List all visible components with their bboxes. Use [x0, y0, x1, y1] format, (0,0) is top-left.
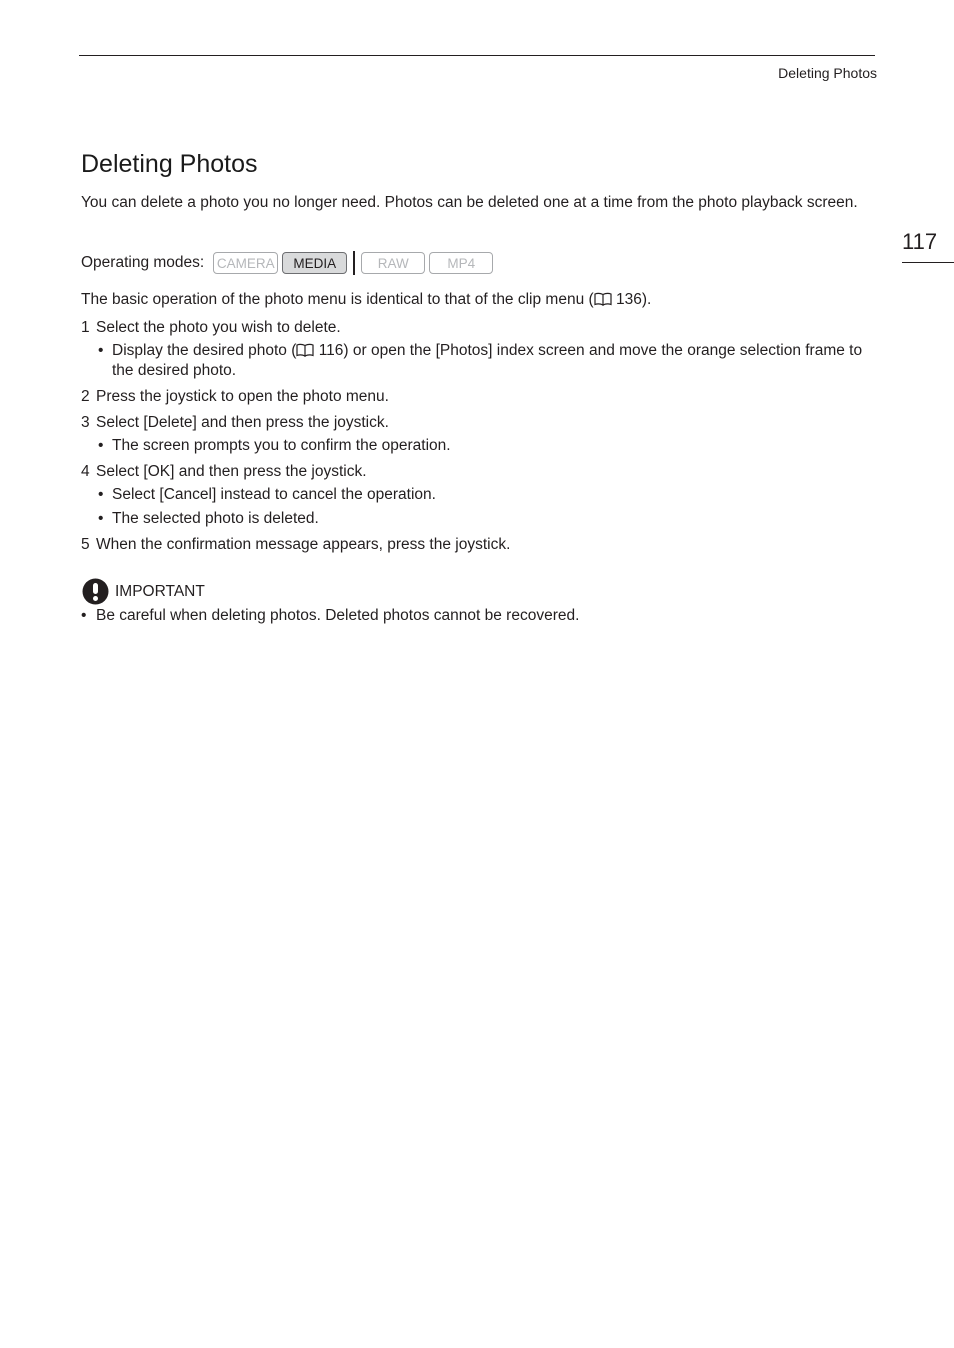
procedure-steps [81, 317, 881, 560]
basic-operation-ref: 136). [611, 291, 652, 308]
header-rule [79, 55, 875, 56]
step-number: 3 [81, 414, 90, 431]
mode-separator [353, 251, 355, 275]
step-bullets [96, 436, 881, 456]
step-text: Select the photo you wish to delete. [96, 319, 341, 336]
step-text: Press the joystick to open the photo menu. [96, 388, 389, 405]
step-bullets [96, 341, 881, 381]
step-number: 4 [81, 463, 90, 480]
operating-modes [81, 251, 497, 275]
page-title: Deleting Photos [81, 150, 258, 178]
important-notes [81, 606, 579, 630]
important-bullet: • Be careful when deleting photos. Deleted photos cannot be recovered. [81, 606, 579, 626]
mode-camera-badge: CAMERA [213, 252, 278, 274]
step-number: 2 [81, 388, 90, 405]
mode-raw-badge: RAW [361, 252, 425, 274]
page-number-rule [902, 262, 954, 263]
step-1 [81, 317, 881, 381]
mode-mp4-badge: MP4 [429, 252, 493, 274]
step-5 [81, 534, 881, 555]
bullet-text-before: Display the desired photo ( [112, 342, 297, 359]
book-reference-icon [296, 343, 314, 357]
basic-operation-before: The basic operation of the photo menu is identical to that of the clip menu ( [81, 291, 594, 308]
exclamation-icon [82, 578, 109, 605]
bullet-text-ref: 116) or open the [Photos] index screen and move the orange selection frame to the desired photo. [112, 342, 863, 379]
operating-modes-label: Operating modes: [81, 254, 205, 271]
bullet-item: • The selected photo is deleted. [96, 509, 881, 529]
important-heading [82, 578, 205, 605]
book-reference-icon [594, 292, 612, 306]
bullet-item: • The screen prompts you to confirm the operation. [96, 436, 881, 456]
intro-paragraph: You can delete a photo you no longer need. Photos can be deleted one at a time from the photo playback screen. [81, 194, 858, 211]
page-number: 117 [902, 229, 938, 254]
step-number: 5 [81, 536, 90, 553]
step-4 [81, 461, 881, 529]
step-3 [81, 412, 881, 456]
important-label: IMPORTANT [115, 582, 205, 600]
step-2 [81, 386, 881, 407]
running-head: Deleting Photos [778, 65, 877, 81]
step-number: 1 [81, 319, 90, 336]
step-text: Select [Delete] and then press the joystick. [96, 414, 389, 431]
step-text: Select [OK] and then press the joystick. [96, 463, 367, 480]
step-text: When the confirmation message appears, press the joystick. [96, 536, 511, 553]
mode-media-badge: MEDIA [282, 252, 347, 274]
bullet-item: • Select [Cancel] instead to cancel the operation. [96, 485, 881, 505]
step-bullets [96, 485, 881, 529]
basic-operation-text [81, 291, 651, 309]
bullet-item [96, 341, 881, 381]
